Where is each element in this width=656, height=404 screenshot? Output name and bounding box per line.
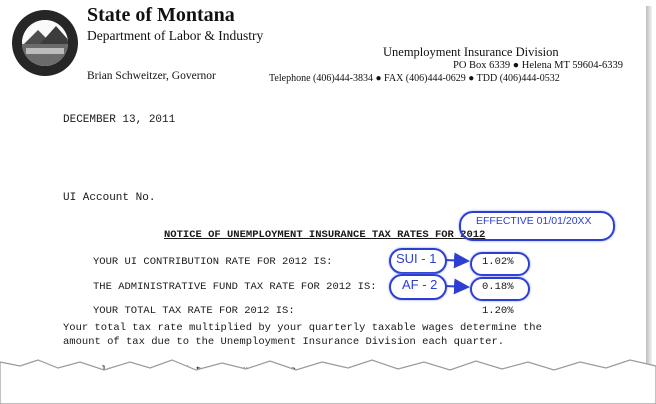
total-rate-label: YOUR TOTAL TAX RATE FOR 2012 IS: [93, 305, 295, 317]
af-callout-text: AF - 2 [402, 277, 438, 292]
effective-callout-text: EFFECTIVE 01/01/20XX [476, 215, 592, 227]
ui-rate-label: YOUR UI CONTRIBUTION RATE FOR 2012 IS: [93, 256, 333, 268]
state-name: State of Montana [87, 4, 235, 26]
admin-rate-value: 0.18% [482, 281, 514, 293]
af-arrow [445, 286, 468, 287]
phone-numbers: Telephone (406)444-3834 ● FAX (406)444-0629 ● TDD (406)444-0532 [269, 73, 560, 84]
paragraph-line-2: amount of tax due to the Unemployment Insurance Division each quarter. [63, 336, 505, 348]
division-address: PO Box 6339 ● Helena MT 59604-6339 [453, 60, 624, 71]
torn-paper-edge [0, 360, 656, 404]
division-name: Unemployment Insurance Division [383, 45, 559, 59]
letter-date: DECEMBER 13, 2011 [63, 114, 176, 126]
governor-name: Brian Schweitzer, Governor [87, 70, 216, 82]
paragraph-line-1: Your total tax rate multiplied by your quarterly taxable wages determine the [63, 322, 542, 334]
sui-arrow [445, 260, 468, 261]
department-name: Department of Labor & Industry [87, 28, 264, 43]
admin-rate-label: THE ADMINISTRATIVE FUND TAX RATE FOR 2012 IS: [93, 281, 377, 293]
ui-account-label: UI Account No. [63, 192, 156, 204]
total-rate-value: 1.20% [482, 305, 514, 317]
ui-rate-value: 1.02% [482, 256, 514, 268]
notice-title: NOTICE OF UNEMPLOYMENT INSURANCE TAX RATES FOR 2012 [164, 229, 486, 241]
sui-callout-text: SUI - 1 [396, 251, 437, 266]
